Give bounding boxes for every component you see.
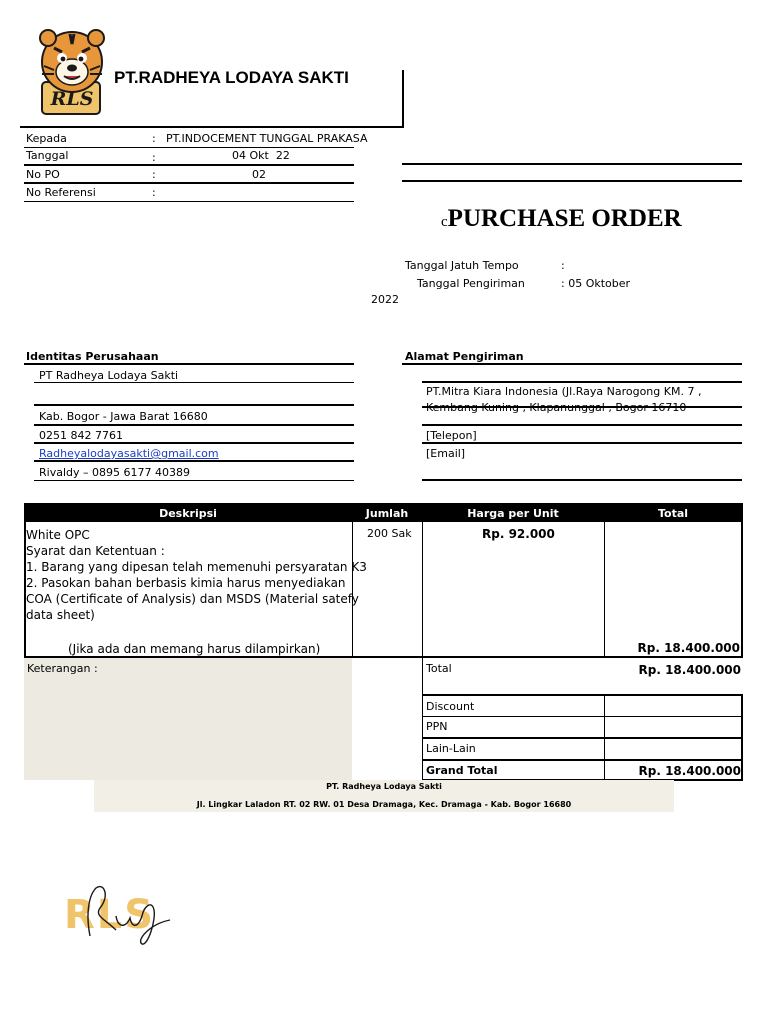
header-deskripsi: Deskripsi (159, 507, 217, 520)
footer-company: PT. Radheya Lodaya Sakti (326, 782, 442, 791)
due-date-value: : (561, 259, 565, 272)
item-description-line: 2. Pasokan bahan berbasis kimia harus menyediakan (26, 576, 346, 590)
table-border (604, 522, 605, 658)
meta-label-noref: No Referensi (26, 186, 96, 199)
meta-label-nopo: No PO (26, 168, 60, 181)
right-rule (402, 180, 742, 182)
company-email-link[interactable]: Radheyalodayasakti@gmail.com (39, 447, 219, 460)
field-rule (422, 424, 742, 426)
company-name: PT.RADHEYA LODAYA SAKTI (114, 68, 349, 87)
footer-address: Jl. Lingkar Laladon RT. 02 RW. 01 Desa Dramaga, Kec. Dramaga - Kab. Bogor 16680 (196, 800, 572, 809)
due-date-label: Tanggal Jatuh Tempo (405, 259, 519, 272)
notes-box (24, 658, 352, 780)
item-description-line: data sheet) (26, 608, 95, 622)
company-identity-contact: Rivaldy – 0895 6177 40389 (39, 466, 190, 479)
summary-rule (422, 737, 743, 739)
field-rule (422, 406, 742, 408)
field-rule (34, 404, 354, 406)
signature-block (60, 876, 190, 952)
meta-sep-nopo: : (152, 168, 156, 181)
item-description-line: Syarat dan Ketentuan : (26, 544, 165, 558)
meta-value-tanggal: 04 Okt 22 (232, 149, 290, 162)
notes-label: Keterangan : (27, 662, 98, 675)
shipping-heading: Alamat Pengiriman (405, 350, 524, 363)
company-identity-name: PT Radheya Lodaya Sakti (39, 369, 179, 382)
meta-label-tanggal: Tanggal (26, 149, 69, 162)
po-title-text: PURCHASE ORDER (447, 205, 682, 232)
meta-row-line (24, 147, 354, 148)
ship-date-value: : 05 Oktober (561, 277, 631, 290)
meta-row-line (24, 201, 354, 202)
summary-rule (422, 759, 743, 761)
meta-sep-kepada: : (152, 132, 156, 145)
table-border (352, 522, 353, 658)
meta-label-kepada: Kepada (26, 132, 67, 145)
table-border (422, 522, 423, 658)
summary-grandtotal-label: Grand Total (426, 764, 498, 777)
header-divider-horizontal (20, 126, 404, 128)
field-rule (34, 460, 354, 462)
item-note: (Jika ada dan memang harus dilampirkan) (68, 642, 321, 656)
summary-total-value: Rp. 18.400.000 (638, 663, 741, 677)
ship-date-label: Tanggal Pengiriman (417, 277, 525, 290)
company-identity-phone: 0251 842 7761 (39, 429, 123, 442)
ship-date-year: 2022 (371, 293, 399, 306)
meta-value-kepada: PT.INDOCEMENT TUNGGAL PRAKASA (166, 132, 368, 145)
signature-stamp: RLS (64, 892, 156, 938)
shipping-email: [Email] (426, 447, 466, 460)
summary-border (422, 658, 423, 780)
item-description-line: 1. Barang yang dipesan telah memenuhi persyaratan K3 (26, 560, 367, 574)
field-rule (34, 442, 354, 444)
handwritten-signature-icon (60, 876, 190, 952)
summary-lainlain-label: Lain-Lain (426, 742, 476, 755)
section-rule (402, 363, 742, 365)
summary-grandtotal-value: Rp. 18.400.000 (638, 764, 741, 778)
field-rule (422, 442, 742, 444)
summary-ppn-label: PPN (426, 720, 448, 733)
header-divider-vertical (402, 70, 404, 128)
shipping-address-line1: PT.Mitra Kiara Indonesia (Jl.Raya Narogong KM. 7 , (426, 385, 702, 398)
header-harga: Harga per Unit (467, 507, 559, 520)
item-description (26, 527, 367, 623)
meta-sep-noref: : (152, 186, 156, 199)
header-jumlah: Jumlah (365, 507, 409, 520)
company-identity-heading: Identitas Perusahaan (26, 350, 159, 363)
item-unit-price: Rp. 92.000 (482, 527, 555, 541)
section-rule (24, 363, 354, 365)
summary-rule (422, 694, 743, 696)
meta-row-line (24, 164, 354, 166)
logo-text: RLS (50, 88, 94, 110)
field-rule (34, 382, 354, 383)
shipping-address-line2: Kembang Kuning , Klapanunggal , Bogor 16710 (426, 401, 687, 414)
company-logo (34, 26, 110, 118)
field-rule (422, 381, 742, 383)
table-border (741, 503, 743, 658)
field-rule (34, 480, 354, 481)
meta-value-nopo: 02 (252, 168, 266, 181)
item-description-line: COA (Certificate of Analysis) dan MSDS (Material satefy (26, 592, 359, 606)
item-total: Rp. 18.400.000 (637, 641, 740, 655)
field-rule (34, 424, 354, 426)
right-rule (402, 163, 742, 165)
meta-row-line (24, 182, 354, 184)
shipping-phone: [Telepon] (426, 429, 477, 442)
summary-rule (422, 716, 742, 717)
header-total: Total (657, 507, 689, 520)
po-title (441, 205, 682, 233)
po-title-prefix: c (441, 214, 448, 230)
company-identity-region: Kab. Bogor - Jawa Barat 16680 (39, 410, 208, 423)
summary-total-label: Total (426, 662, 452, 675)
item-quantity: 200 Sak (367, 527, 412, 540)
summary-discount-label: Discount (426, 700, 475, 713)
item-description-line: White OPC (26, 528, 90, 542)
field-rule (422, 479, 742, 481)
meta-sep-tanggal: : (152, 151, 156, 164)
